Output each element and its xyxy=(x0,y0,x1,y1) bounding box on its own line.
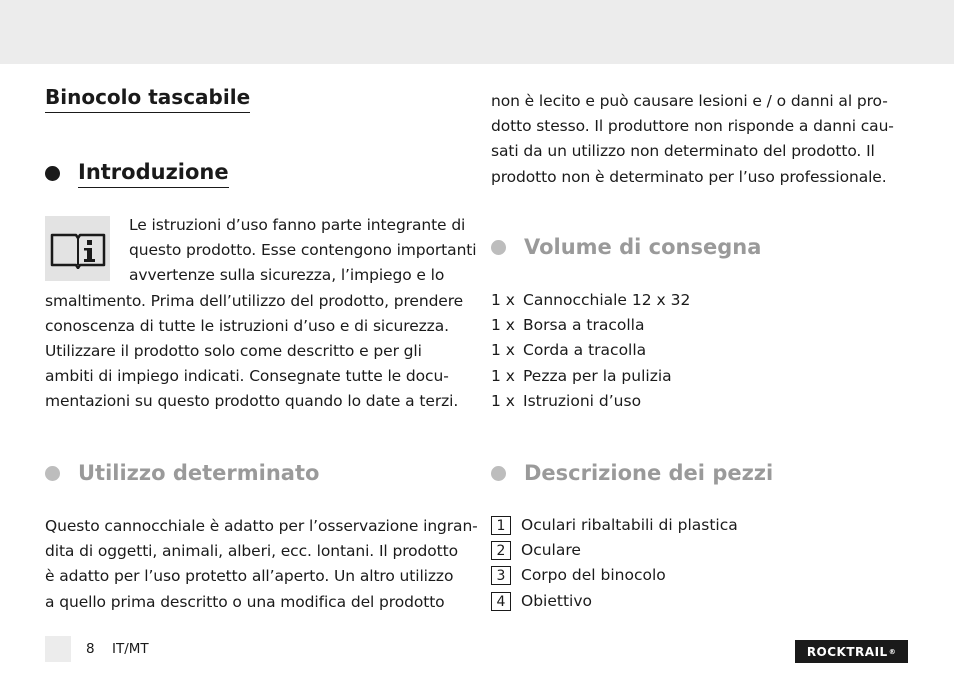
quantity: 1 x xyxy=(491,316,515,335)
parts-list xyxy=(491,513,738,614)
quantity: 1 x xyxy=(491,391,515,410)
list-item xyxy=(491,589,738,614)
quantity: 1 x xyxy=(491,366,515,385)
section-heading-introduction xyxy=(45,159,229,188)
page-number: 8 xyxy=(86,641,95,657)
item-label: Corpo del binocolo xyxy=(521,566,666,585)
text-line: dotto stesso. Il produttore non risponde a danni cau- xyxy=(491,117,894,136)
list-item xyxy=(491,288,690,313)
list-item xyxy=(491,389,690,414)
list-item xyxy=(491,563,738,588)
text-line: Utilizzare il prodotto solo come descritto e per gli xyxy=(45,342,422,360)
text-line: non è lecito e può causare lesioni e / o danni al pro- xyxy=(491,92,888,110)
text-line: prodotto non è determinato per l’uso professionale. xyxy=(491,167,887,186)
part-number-box: 1 xyxy=(491,516,511,535)
section-heading-delivery xyxy=(491,234,761,260)
language-code: IT/MT xyxy=(112,641,149,657)
info-book-icon xyxy=(45,216,110,281)
item-label: Pezza per la pulizia xyxy=(523,366,672,385)
section-heading-text: Utilizzo determinato xyxy=(78,461,320,485)
bullet-icon xyxy=(45,466,60,481)
text-line: ambiti di impiego indicati. Consegnate tutte le docu- xyxy=(45,367,449,386)
intended-use-paragraph xyxy=(45,514,478,615)
item-label: Istruzioni d’uso xyxy=(523,391,642,410)
section-heading-text: Volume di consegna xyxy=(524,235,762,259)
quantity: 1 x xyxy=(491,291,515,309)
item-label: Cannocchiale 12 x 32 xyxy=(523,291,691,309)
bullet-icon xyxy=(491,466,506,481)
top-band xyxy=(0,0,954,64)
page-marker xyxy=(45,636,71,662)
list-item xyxy=(491,513,738,538)
list-item xyxy=(491,338,690,363)
intro-paragraph-body xyxy=(45,289,463,415)
text-line: Questo cannocchiale è adatto per l’osservazione ingran- xyxy=(45,517,478,535)
item-label: Oculari ribaltabili di plastica xyxy=(521,516,738,534)
item-label: Borsa a tracolla xyxy=(523,316,645,335)
item-label: Corda a tracolla xyxy=(523,341,647,360)
text-line: Le istruzioni d’uso fanno parte integrante di xyxy=(129,216,466,234)
text-line: è adatto per l’uso protetto all’aperto. Un altro utilizzo xyxy=(45,567,454,586)
text-line: questo prodotto. Esse contengono importanti xyxy=(129,241,477,260)
section-heading-text: Descrizione dei pezzi xyxy=(524,461,774,485)
part-number-box: 3 xyxy=(491,566,511,585)
section-heading-intended-use xyxy=(45,460,319,486)
part-number-box: 4 xyxy=(491,592,511,611)
text-line: a quello prima descritto o una modifica del prodotto xyxy=(45,592,445,611)
quantity: 1 x xyxy=(491,341,515,360)
list-item xyxy=(491,364,690,389)
list-item xyxy=(491,313,690,338)
intended-use-continuation xyxy=(491,89,894,190)
text-line: conoscenza di tutte le istruzioni d’uso e di sicurezza. xyxy=(45,316,449,335)
item-label: Obiettivo xyxy=(521,591,592,610)
brand-name: ROCKTRAIL xyxy=(806,644,888,659)
bullet-icon xyxy=(491,240,506,255)
brand-logo xyxy=(795,640,908,663)
text-line: mentazioni su questo prodotto quando lo date a terzi. xyxy=(45,392,459,411)
bullet-icon xyxy=(45,166,60,181)
item-label: Oculare xyxy=(521,541,581,560)
delivery-list xyxy=(491,288,690,414)
document-title: Binocolo tascabile xyxy=(45,85,250,113)
text-line: avvertenze sulla sicurezza, l’impiego e lo xyxy=(129,266,445,285)
section-heading-parts xyxy=(491,460,773,486)
registered-mark: ® xyxy=(888,647,897,656)
intro-paragraph-top xyxy=(129,213,476,289)
part-number-box: 2 xyxy=(491,541,511,560)
text-line: smaltimento. Prima dell’utilizzo del prodotto, prendere xyxy=(45,291,464,310)
book-info-svg xyxy=(49,229,107,269)
section-heading-text: Introduzione xyxy=(78,159,229,188)
text-line: sati da un utilizzo non determinato del prodotto. Il xyxy=(491,142,875,161)
list-item xyxy=(491,538,738,563)
text-line: dita di oggetti, animali, alberi, ecc. lontani. Il prodotto xyxy=(45,542,458,561)
